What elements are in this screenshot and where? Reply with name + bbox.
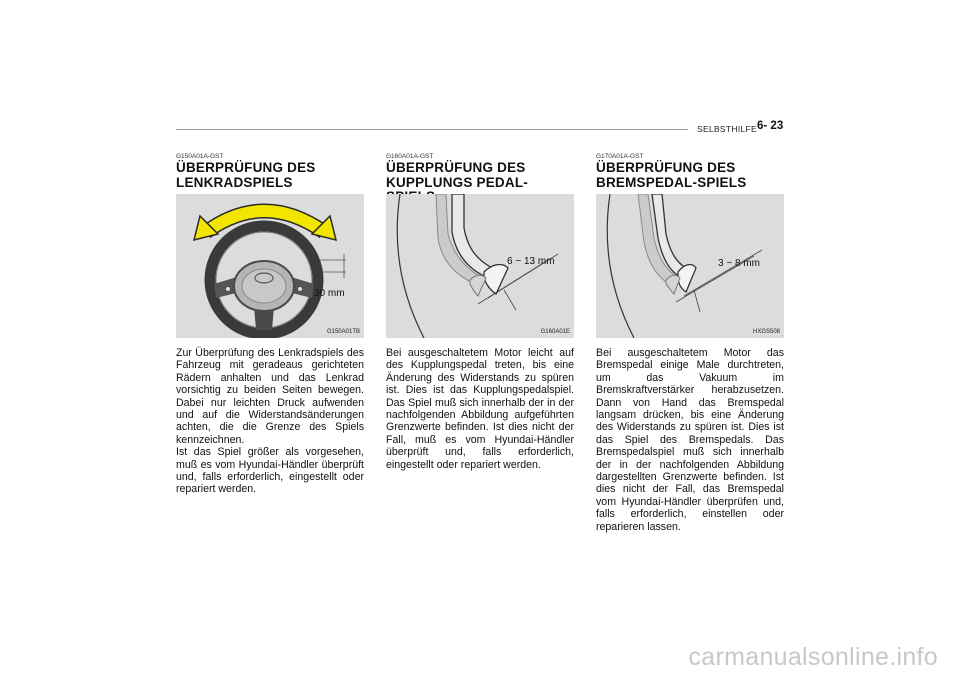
header-rule [176, 129, 688, 130]
section-title [596, 161, 784, 190]
brake-play-dimension: 3 ~ 8 mm [718, 258, 760, 269]
steering-wheel-figure [176, 194, 364, 338]
steering-play-dimension: 30 mm [314, 288, 345, 299]
paragraph: Bei ausgeschaltetem Motor das Bremspedal einige Male durchtreten, um das Vakuum im Bremskraftverstärker herabzusetzen. Dann von Hand das Bremspedal langsam drücken, bis eine Änderung des Widerstands zu spüren ist. Dies ist das Spiel des Bremspedals. Das Bremspedalspiel muß sich innerhalb der in der nachfolgenden Abbildung dargestellten Grenzwerte befinden. Ist dies nicht der Fall, das Bremspedal vom Hyundai-Händler überprüfen und, falls erforderlich, einstellen oder reparieren lassen. [596, 347, 784, 533]
paragraph: Bei ausgeschaltetem Motor leicht auf des Kupplungspedal treten, bis eine Änderung des Widerstands zu spüren ist. Dies ist das Kupplungspedalspiel. Das Spiel muß sich innerhalb der in der nachfolgenden Abbildung aufgeführten Grenzwerte befinden. Ist dies nicht der Fall, muß es vom Hyundai-Händler überprüft und, falls erforderlich, eingestellt oder repariert werden. [386, 347, 574, 471]
section-steering-play [176, 153, 364, 190]
figure-code: G150A01TB [326, 329, 360, 335]
section-code: G170A01A-GST [596, 153, 644, 160]
title-line-2: KUPPLUNGS PEDAL- [386, 174, 528, 190]
paragraph: Zur Überprüfung des Lenkradspiels des Fahrzeug mit geradeaus gerichteten Rädern anhalten und das Lenkrad vorsichtig zu beiden Seiten bewegen. Dabei nur leichten Druck aufwenden und auf die Widerstandsänderungen achten, die die Grenze des Spiels kennzeichnen. [176, 347, 364, 446]
title-line-2: BREMSPEDAL-SPIELS [596, 174, 747, 190]
figure-code: G160A01E [540, 329, 570, 335]
section-code: G160A01A-GST [386, 153, 434, 160]
title-line-1: ÜBERPRÜFUNG DES [596, 160, 736, 175]
clutch-pedal-figure [386, 194, 574, 338]
section-code: G150A01A-GST [176, 153, 224, 160]
section-brake-pedal-play [596, 153, 784, 190]
title-line-1: ÜBERPRÜFUNG DES [386, 160, 526, 175]
section-label: SELBSTHILFE [697, 124, 757, 134]
section-title [176, 161, 364, 190]
paragraph: Ist das Spiel größer als vorgesehen, muß es vom Hyundai-Händler überprüft und, falls erforderlich, eingestellt oder repariert werden. [176, 446, 364, 496]
watermark: carmanualsonline.info [688, 643, 938, 671]
brake-pedal-figure [596, 194, 784, 338]
title-line-2: LENKRADSPIELS [176, 174, 293, 190]
title-line-1: ÜBERPRÜFUNG DES [176, 160, 316, 175]
steering-wheel-illustration [176, 194, 364, 338]
brake-pedal-play-text [596, 347, 784, 533]
clutch-pedal-play-text [386, 347, 574, 471]
clutch-play-dimension: 6 ~ 13 mm [507, 256, 555, 267]
figure-code: HXGS508 [752, 329, 780, 335]
page-number: 6- 23 [757, 120, 784, 132]
steering-play-text [176, 347, 364, 496]
